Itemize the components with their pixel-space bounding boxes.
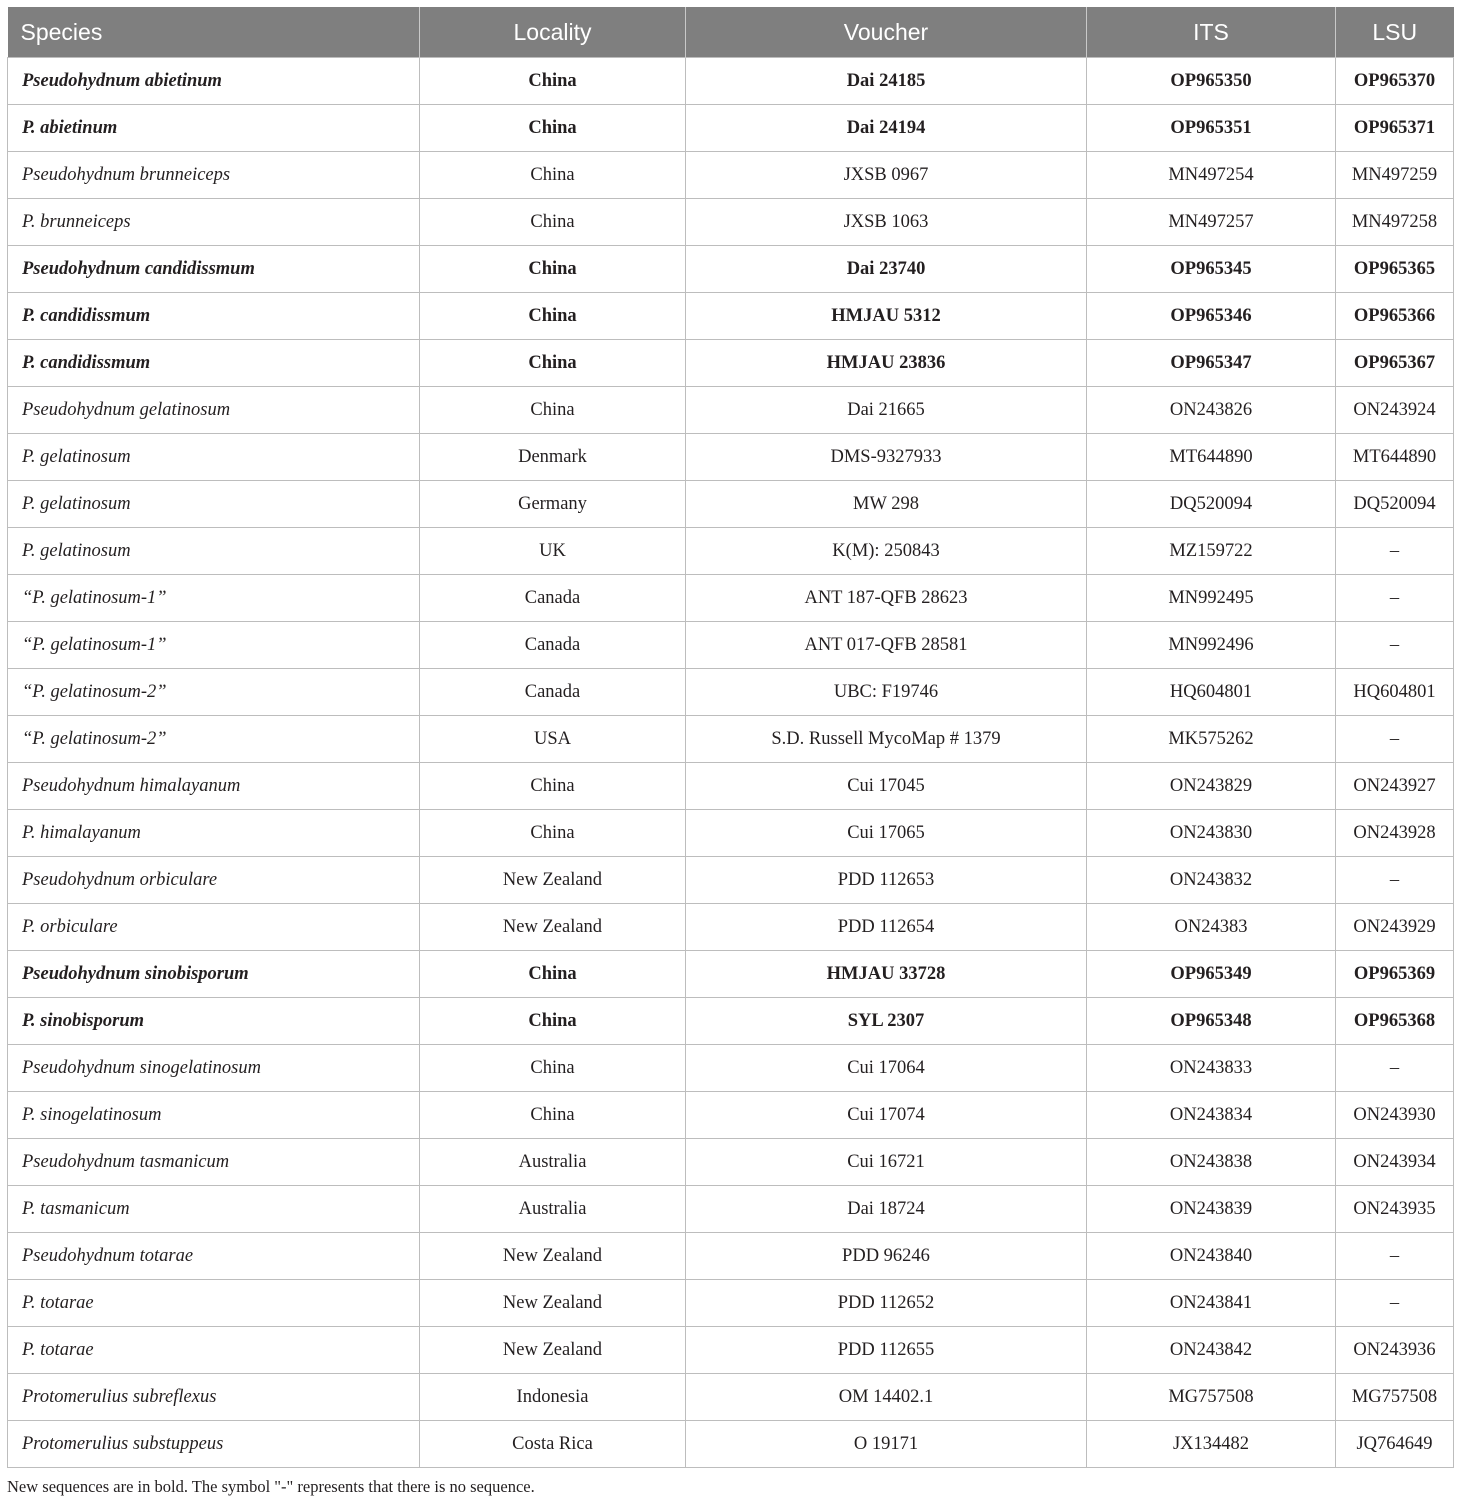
- table-row: [8, 669, 1454, 716]
- header-lsu: LSU: [1336, 7, 1454, 58]
- voucher-cell: PDD 112654: [686, 904, 1087, 951]
- its-cell: ON243839: [1087, 1186, 1336, 1233]
- lsu-cell: –: [1336, 716, 1454, 763]
- locality-cell: New Zealand: [420, 1280, 686, 1327]
- its-cell: ON243826: [1087, 387, 1336, 434]
- locality-cell: China: [420, 199, 686, 246]
- species-cell: “P. gelatinosum-1”: [8, 575, 420, 622]
- table-row: [8, 904, 1454, 951]
- table-row: [8, 58, 1454, 105]
- species-cell: P. himalayanum: [8, 810, 420, 857]
- locality-cell: USA: [420, 716, 686, 763]
- table-row: [8, 1139, 1454, 1186]
- locality-cell: China: [420, 951, 686, 998]
- its-cell: MT644890: [1087, 434, 1336, 481]
- lsu-cell: OP965371: [1336, 105, 1454, 152]
- locality-cell: China: [420, 763, 686, 810]
- lsu-cell: JQ764649: [1336, 1421, 1454, 1468]
- locality-cell: Canada: [420, 622, 686, 669]
- voucher-cell: MW 298: [686, 481, 1087, 528]
- voucher-cell: Cui 16721: [686, 1139, 1087, 1186]
- voucher-cell: ANT 187-QFB 28623: [686, 575, 1087, 622]
- table-row: [8, 1092, 1454, 1139]
- its-cell: ON243830: [1087, 810, 1336, 857]
- species-cell: P. gelatinosum: [8, 528, 420, 575]
- lsu-cell: ON243930: [1336, 1092, 1454, 1139]
- locality-cell: China: [420, 152, 686, 199]
- its-cell: ON243834: [1087, 1092, 1336, 1139]
- locality-cell: Costa Rica: [420, 1421, 686, 1468]
- voucher-cell: Cui 17064: [686, 1045, 1087, 1092]
- species-cell: Pseudohydnum totarae: [8, 1233, 420, 1280]
- table-footnote: New sequences are in bold. The symbol "-" represents that there is no sequence.: [7, 1477, 535, 1496]
- sequence-table: [7, 7, 1454, 1468]
- species-cell: P. gelatinosum: [8, 481, 420, 528]
- locality-cell: New Zealand: [420, 1233, 686, 1280]
- voucher-cell: HMJAU 23836: [686, 340, 1087, 387]
- species-cell: Pseudohydnum orbiculare: [8, 857, 420, 904]
- species-cell: Protomerulius subreflexus: [8, 1374, 420, 1421]
- voucher-cell: Dai 18724: [686, 1186, 1087, 1233]
- table-header: [8, 7, 1454, 58]
- lsu-cell: OP965366: [1336, 293, 1454, 340]
- its-cell: MN992496: [1087, 622, 1336, 669]
- its-cell: DQ520094: [1087, 481, 1336, 528]
- its-cell: MN497254: [1087, 152, 1336, 199]
- locality-cell: China: [420, 340, 686, 387]
- species-cell: Pseudohydnum sinobisporum: [8, 951, 420, 998]
- species-cell: Pseudohydnum brunneiceps: [8, 152, 420, 199]
- table-row: [8, 1327, 1454, 1374]
- voucher-cell: UBC: F19746: [686, 669, 1087, 716]
- lsu-cell: –: [1336, 857, 1454, 904]
- locality-cell: Australia: [420, 1139, 686, 1186]
- species-cell: P. brunneiceps: [8, 199, 420, 246]
- locality-cell: Denmark: [420, 434, 686, 481]
- lsu-cell: ON243936: [1336, 1327, 1454, 1374]
- locality-cell: Canada: [420, 669, 686, 716]
- voucher-cell: O 19171: [686, 1421, 1087, 1468]
- voucher-cell: SYL 2307: [686, 998, 1087, 1045]
- species-cell: “P. gelatinosum-2”: [8, 669, 420, 716]
- its-cell: OP965347: [1087, 340, 1336, 387]
- its-cell: MG757508: [1087, 1374, 1336, 1421]
- locality-cell: New Zealand: [420, 904, 686, 951]
- table-row: [8, 810, 1454, 857]
- locality-cell: China: [420, 1045, 686, 1092]
- locality-cell: China: [420, 58, 686, 105]
- voucher-cell: ANT 017-QFB 28581: [686, 622, 1087, 669]
- lsu-cell: HQ604801: [1336, 669, 1454, 716]
- lsu-cell: DQ520094: [1336, 481, 1454, 528]
- sequence-table-container: [7, 7, 1453, 1468]
- voucher-cell: PDD 112652: [686, 1280, 1087, 1327]
- voucher-cell: DMS-9327933: [686, 434, 1087, 481]
- its-cell: HQ604801: [1087, 669, 1336, 716]
- lsu-cell: –: [1336, 528, 1454, 575]
- species-cell: Protomerulius substuppeus: [8, 1421, 420, 1468]
- species-cell: P. candidissmum: [8, 340, 420, 387]
- lsu-cell: –: [1336, 1280, 1454, 1327]
- its-cell: ON243842: [1087, 1327, 1336, 1374]
- header-locality: Locality: [420, 7, 686, 58]
- its-cell: OP965348: [1087, 998, 1336, 1045]
- header-species: Species: [8, 7, 420, 58]
- voucher-cell: HMJAU 5312: [686, 293, 1087, 340]
- voucher-cell: JXSB 0967: [686, 152, 1087, 199]
- lsu-cell: MN497259: [1336, 152, 1454, 199]
- table-row: [8, 152, 1454, 199]
- table-row: [8, 998, 1454, 1045]
- its-cell: ON24383: [1087, 904, 1336, 951]
- voucher-cell: Dai 24185: [686, 58, 1087, 105]
- lsu-cell: ON243934: [1336, 1139, 1454, 1186]
- voucher-cell: OM 14402.1: [686, 1374, 1087, 1421]
- species-cell: Pseudohydnum gelatinosum: [8, 387, 420, 434]
- table-body: [8, 58, 1454, 1468]
- table-row: [8, 199, 1454, 246]
- its-cell: OP965351: [1087, 105, 1336, 152]
- table-row: [8, 857, 1454, 904]
- its-cell: ON243829: [1087, 763, 1336, 810]
- voucher-cell: Cui 17065: [686, 810, 1087, 857]
- table-row: [8, 1374, 1454, 1421]
- its-cell: JX134482: [1087, 1421, 1336, 1468]
- species-cell: P. abietinum: [8, 105, 420, 152]
- table-row: [8, 105, 1454, 152]
- voucher-cell: Dai 21665: [686, 387, 1087, 434]
- table-row: [8, 528, 1454, 575]
- voucher-cell: PDD 112655: [686, 1327, 1087, 1374]
- voucher-cell: K(M): 250843: [686, 528, 1087, 575]
- its-cell: ON243832: [1087, 857, 1336, 904]
- locality-cell: China: [420, 105, 686, 152]
- voucher-cell: HMJAU 33728: [686, 951, 1087, 998]
- voucher-cell: PDD 96246: [686, 1233, 1087, 1280]
- voucher-cell: Dai 23740: [686, 246, 1087, 293]
- locality-cell: China: [420, 387, 686, 434]
- its-cell: OP965350: [1087, 58, 1336, 105]
- table-row: [8, 763, 1454, 810]
- voucher-cell: Dai 24194: [686, 105, 1087, 152]
- locality-cell: China: [420, 998, 686, 1045]
- its-cell: ON243840: [1087, 1233, 1336, 1280]
- lsu-cell: OP965368: [1336, 998, 1454, 1045]
- table-row: [8, 951, 1454, 998]
- table-row: [8, 1280, 1454, 1327]
- lsu-cell: MT644890: [1336, 434, 1454, 481]
- table-row: [8, 246, 1454, 293]
- table-row: [8, 622, 1454, 669]
- lsu-cell: –: [1336, 622, 1454, 669]
- lsu-cell: ON243929: [1336, 904, 1454, 951]
- locality-cell: UK: [420, 528, 686, 575]
- table-row: [8, 1421, 1454, 1468]
- species-cell: Pseudohydnum tasmanicum: [8, 1139, 420, 1186]
- lsu-cell: ON243927: [1336, 763, 1454, 810]
- species-cell: Pseudohydnum candidissmum: [8, 246, 420, 293]
- locality-cell: Indonesia: [420, 1374, 686, 1421]
- species-cell: “P. gelatinosum-1”: [8, 622, 420, 669]
- species-cell: P. tasmanicum: [8, 1186, 420, 1233]
- table-row: [8, 1186, 1454, 1233]
- lsu-cell: OP965367: [1336, 340, 1454, 387]
- species-cell: Pseudohydnum himalayanum: [8, 763, 420, 810]
- voucher-cell: Cui 17074: [686, 1092, 1087, 1139]
- its-cell: OP965349: [1087, 951, 1336, 998]
- species-cell: P. sinogelatinosum: [8, 1092, 420, 1139]
- species-cell: P. totarae: [8, 1280, 420, 1327]
- lsu-cell: OP965370: [1336, 58, 1454, 105]
- table-row: [8, 434, 1454, 481]
- lsu-cell: ON243935: [1336, 1186, 1454, 1233]
- its-cell: MN497257: [1087, 199, 1336, 246]
- table-row: [8, 1045, 1454, 1092]
- its-cell: MK575262: [1087, 716, 1336, 763]
- locality-cell: China: [420, 293, 686, 340]
- lsu-cell: MG757508: [1336, 1374, 1454, 1421]
- lsu-cell: MN497258: [1336, 199, 1454, 246]
- its-cell: ON243833: [1087, 1045, 1336, 1092]
- table-row: [8, 1233, 1454, 1280]
- lsu-cell: OP965369: [1336, 951, 1454, 998]
- lsu-cell: –: [1336, 1233, 1454, 1280]
- lsu-cell: –: [1336, 1045, 1454, 1092]
- table-row: [8, 716, 1454, 763]
- its-cell: OP965346: [1087, 293, 1336, 340]
- voucher-cell: JXSB 1063: [686, 199, 1087, 246]
- locality-cell: China: [420, 1092, 686, 1139]
- species-cell: P. sinobisporum: [8, 998, 420, 1045]
- locality-cell: China: [420, 246, 686, 293]
- table-row: [8, 293, 1454, 340]
- species-cell: Pseudohydnum abietinum: [8, 58, 420, 105]
- species-cell: P. gelatinosum: [8, 434, 420, 481]
- species-cell: P. orbiculare: [8, 904, 420, 951]
- species-cell: “P. gelatinosum-2”: [8, 716, 420, 763]
- lsu-cell: ON243924: [1336, 387, 1454, 434]
- species-cell: Pseudohydnum sinogelatinosum: [8, 1045, 420, 1092]
- species-cell: P. candidissmum: [8, 293, 420, 340]
- table-row: [8, 340, 1454, 387]
- lsu-cell: –: [1336, 575, 1454, 622]
- species-cell: P. totarae: [8, 1327, 420, 1374]
- its-cell: ON243841: [1087, 1280, 1336, 1327]
- its-cell: ON243838: [1087, 1139, 1336, 1186]
- locality-cell: New Zealand: [420, 1327, 686, 1374]
- its-cell: MZ159722: [1087, 528, 1336, 575]
- lsu-cell: ON243928: [1336, 810, 1454, 857]
- locality-cell: China: [420, 810, 686, 857]
- voucher-cell: S.D. Russell MycoMap # 1379: [686, 716, 1087, 763]
- voucher-cell: PDD 112653: [686, 857, 1087, 904]
- table-row: [8, 575, 1454, 622]
- locality-cell: Australia: [420, 1186, 686, 1233]
- locality-cell: New Zealand: [420, 857, 686, 904]
- header-row: [8, 7, 1454, 58]
- table-row: [8, 481, 1454, 528]
- locality-cell: Germany: [420, 481, 686, 528]
- header-its: ITS: [1087, 7, 1336, 58]
- its-cell: MN992495: [1087, 575, 1336, 622]
- locality-cell: Canada: [420, 575, 686, 622]
- its-cell: OP965345: [1087, 246, 1336, 293]
- header-voucher: Voucher: [686, 7, 1087, 58]
- table-row: [8, 387, 1454, 434]
- lsu-cell: OP965365: [1336, 246, 1454, 293]
- voucher-cell: Cui 17045: [686, 763, 1087, 810]
